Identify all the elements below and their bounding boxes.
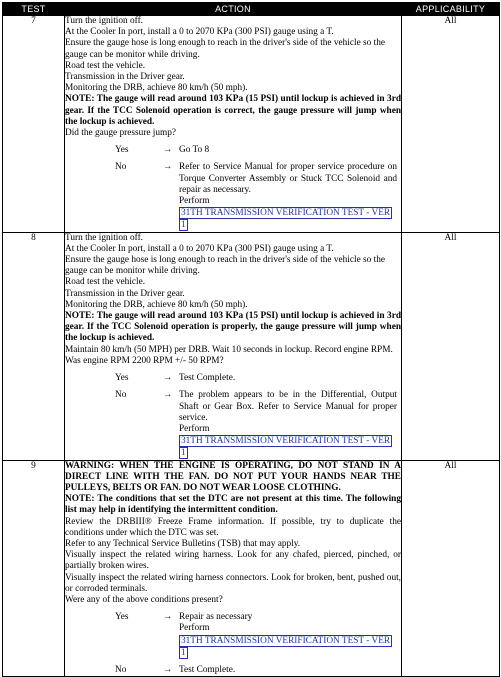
yes-text: Test Complete. bbox=[179, 373, 236, 384]
table-header-row bbox=[3, 3, 500, 16]
diagnostic-table bbox=[2, 2, 500, 677]
action-cell bbox=[65, 16, 402, 233]
no-label: No bbox=[115, 390, 127, 401]
perform-label: Perform bbox=[179, 623, 210, 634]
action-line: Turn the ignition off. bbox=[65, 232, 143, 243]
applicability: All bbox=[402, 232, 500, 460]
applicability: All bbox=[402, 460, 500, 677]
test-number: 9 bbox=[3, 460, 65, 677]
action-line: Monitoring the DRB, achieve 80 km/h (50 mph). bbox=[65, 299, 248, 310]
note-text: NOTE: The gauge will read around 103 KPa (15 PSI) until lockup is achieved in 3rd gear. If the TCC Solenoid operation is correct, the gauge pressure will jump when the lockup is achieved. bbox=[65, 94, 401, 127]
yes-label: Yes bbox=[115, 373, 129, 384]
yes-response bbox=[65, 612, 401, 659]
warning-text: WARNING: WHEN THE ENGINE IS OPERATING, DO NOT STAND IN A DIRECT LINE WITH THE FAN. DO NOT PUT YOUR HANDS NEAR THE PULLEYS, BELTS OR FAN. DO NOT WEAR LOOSE CLOTHING. bbox=[65, 460, 401, 493]
verification-test-link-cont[interactable]: 1 bbox=[181, 647, 186, 658]
action-line: Monitoring the DRB, achieve 80 km/h (50 mph). bbox=[65, 83, 248, 94]
table-row-test-7 bbox=[3, 16, 500, 233]
table-row-test-8 bbox=[3, 232, 500, 460]
action-line: Ensure the gauge hose is long enough to reach in the driver's side of the vehicle so the bbox=[65, 38, 386, 49]
action-text: Review the DRBIII® Freeze Frame information. If possible, try to duplicate the conditions under which the DTC was set. bbox=[65, 516, 401, 538]
yes-label: Yes bbox=[115, 612, 129, 623]
arrow-icon: → bbox=[163, 664, 173, 675]
question-text: Was engine RPM 2200 RPM +/- 50 RPM? bbox=[65, 355, 224, 366]
verification-test-link-cont[interactable]: 1 bbox=[181, 448, 186, 459]
perform-label: Perform bbox=[179, 423, 210, 434]
perform-label: Perform bbox=[179, 196, 210, 207]
no-text: Refer to Service Manual for proper service procedure on Torque Converter Assembly or Stuck TCC Solenoid and repair as necessary. bbox=[179, 162, 397, 195]
question-text: Were any of the above conditions present? bbox=[65, 594, 223, 605]
yes-label: Yes bbox=[115, 145, 129, 156]
applicability: All bbox=[402, 16, 500, 233]
action-line: Transmission in the Driver gear. bbox=[65, 288, 185, 299]
no-response bbox=[65, 162, 401, 231]
action-line: At the Cooler In port, install a 0 to 2070 KPa (300 PSI) gauge using a T. bbox=[65, 27, 334, 38]
yes-response bbox=[65, 373, 401, 384]
verification-test-link[interactable]: 31TH TRANSMISSION VERIFICATION TEST - VER bbox=[181, 436, 391, 447]
action-line: gauge can be monitor while driving. bbox=[65, 266, 200, 277]
no-text: The problem appears to be in the Differential, Output Shaft or Gear Box. Refer to Service Manual for proper service. bbox=[179, 390, 397, 423]
note-text: NOTE: The conditions that set the DTC are not present at this time. The following list may help in identifying the intermittent condition. bbox=[65, 494, 401, 516]
header-applicability: APPLICABILITY bbox=[402, 3, 500, 16]
test-number: 7 bbox=[3, 16, 65, 233]
arrow-icon: → bbox=[163, 373, 173, 384]
no-response bbox=[65, 390, 401, 459]
no-label: No bbox=[115, 162, 127, 173]
table-row-test-9 bbox=[3, 460, 500, 677]
test-number: 8 bbox=[3, 232, 65, 460]
action-line: gauge can be monitor while driving. bbox=[65, 49, 200, 60]
arrow-icon: → bbox=[163, 145, 173, 156]
verification-test-link[interactable]: 31TH TRANSMISSION VERIFICATION TEST - VER bbox=[181, 208, 391, 219]
action-line: Turn the ignition off. bbox=[65, 16, 143, 26]
action-text: Visually inspect the related wiring harness connectors. Look for broken, bent, pushed out, or corroded terminals. bbox=[65, 572, 401, 594]
action-line: Road test the vehicle. bbox=[65, 60, 146, 71]
action-cell bbox=[65, 232, 402, 460]
action-line: At the Cooler In port, install a 0 to 2070 KPa (300 PSI) gauge using a T. bbox=[65, 243, 334, 254]
yes-text: Go To 8 bbox=[179, 145, 210, 156]
no-text: Test Complete. bbox=[179, 664, 236, 675]
header-action: ACTION bbox=[65, 3, 402, 16]
no-response bbox=[65, 665, 401, 676]
action-line: Ensure the gauge hose is long enough to reach in the driver's side of the vehicle so the bbox=[65, 255, 386, 266]
yes-text: Repair as necessary bbox=[179, 612, 253, 623]
yes-response bbox=[65, 145, 401, 156]
action-line: Transmission in the Driver gear. bbox=[65, 72, 185, 83]
action-cell bbox=[65, 460, 402, 677]
no-label: No bbox=[115, 664, 127, 675]
action-text: Maintain 80 km/h (50 MPH) per DRB. Wait 10 seconds in lockup. Record engine RPM. bbox=[65, 344, 393, 355]
arrow-icon: → bbox=[163, 612, 173, 623]
verification-test-link-cont[interactable]: 1 bbox=[181, 220, 186, 231]
action-line: Road test the vehicle. bbox=[65, 277, 146, 288]
verification-test-link[interactable]: 31TH TRANSMISSION VERIFICATION TEST - VER bbox=[181, 635, 391, 646]
action-text: Refer to any Technical Service Bulletins (TSB) that may apply. bbox=[65, 538, 301, 549]
arrow-icon: → bbox=[163, 162, 173, 173]
note-text: NOTE: The gauge will read around 103 KPa (15 PSI) until lockup is achieved in 3rd gear. If the TCC Solenoid operation is properly, the gauge pressure will jump when the lockup is achieved. bbox=[65, 311, 401, 344]
header-test: TEST bbox=[3, 3, 65, 16]
question-text: Did the gauge pressure jump? bbox=[65, 128, 177, 139]
arrow-icon: → bbox=[163, 390, 173, 401]
action-text: Visually inspect the related wiring harness. Look for any chafed, pierced, pinched, or partially broken wires. bbox=[65, 550, 401, 572]
